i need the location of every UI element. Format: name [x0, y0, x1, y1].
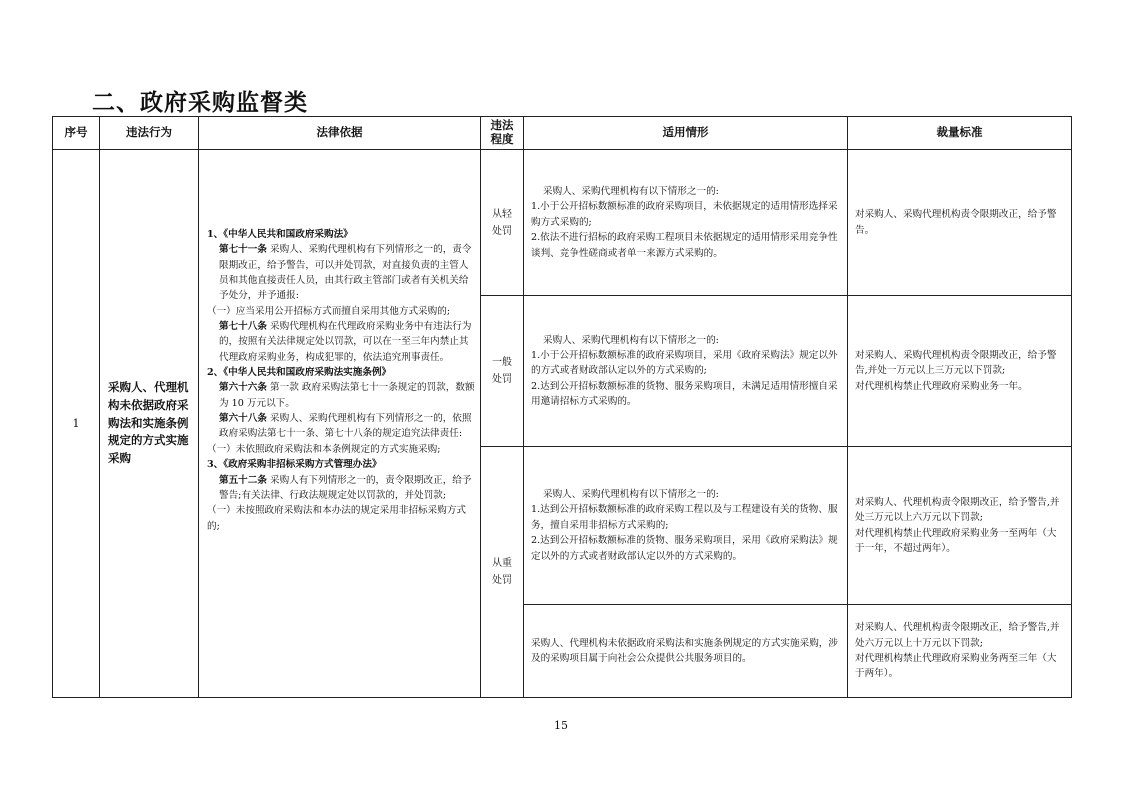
basis-art-66: 第六十六条 第一款 政府采购法第七十一条规定的罚款，数额为 10 万元以下。: [219, 382, 475, 409]
section-title: 二、政府采购监督类: [92, 90, 308, 116]
basis-law-1: 1、《中华人民共和国政府采购法》: [207, 229, 353, 240]
situation-normal: 采购人、采购代理机构有以下情形之一的: 1.小于公开招标数额标准的政府采购项目，采用《政府采购法》规定以外的方式或者财政部认定以外的方式采购的; 2.达到公开招标数额标准的货物、服务采购项目，未满足适用情形擅自采用邀请招标方式采购的。: [524, 296, 848, 447]
degree-heavy: 从重处罚: [481, 447, 524, 698]
basis-art-68: 第六十八条 采购人、采购代理机构有下列情形之一的，依照政府采购法第七十一条、第七十八条的规定追究法律责任:: [219, 413, 472, 440]
header-situation: 适用情形: [524, 117, 848, 150]
seq-cell: 1: [53, 150, 100, 698]
basis-art-52: 第五十二条 采购人有下列情形之一的，责令限期改正，给予警告;有关法律、行政法规规定处以罚款的，并处罚款;: [219, 474, 472, 501]
header-standard: 裁量标准: [848, 117, 1072, 150]
header-basis: 法律依据: [199, 117, 481, 150]
table-header-row: [53, 117, 1072, 150]
situation-heavy-2: 采购人、代理机构未依据政府采购法和实施条例规定的方式实施采购，涉及的采购项目属于向社会公众提供公共服务项目的。: [524, 605, 848, 698]
supervision-table: [52, 116, 1072, 698]
degree-normal: 一般处罚: [481, 296, 524, 447]
basis-law-2: 2、《中华人民共和国政府采购法实施条例》: [207, 367, 392, 379]
basis-art-68-item: （一）未依照政府采购法和本条例规定的方式实施采购;: [207, 443, 441, 455]
table-row: [53, 150, 1072, 296]
standard-light: 对采购人、采购代理机构责令限期改正，给予警告。: [848, 150, 1072, 296]
header-degree: 违法程度: [481, 117, 524, 150]
standard-heavy-2: 对采购人、代理机构责令限期改正，给予警告,并处六万元以上十万元以下罚款; 对代理机构禁止代理政府采购业务两至三年（大于两年）。: [848, 605, 1072, 698]
header-seq: 序号: [53, 117, 100, 150]
basis-art-78: 第七十八条 采购代理机构在代理政府采购业务中有违法行为的，按照有关法律规定处以罚款，可以在一至三年内禁止其代理政府采购业务，构成犯罪的，依法追究刑事责任。: [219, 321, 472, 363]
violation-cell: 采购人、代理机构未依据政府采购法和实施条例规定的方式实施采购: [100, 150, 199, 698]
basis-art-52-item: （一）未按照政府采购法和本办法的规定采用非招标采购方式的;: [207, 505, 467, 532]
basis-art-71: 第七十一条 采购人、采购代理机构有下列情形之一的，责令限期改正，给予警告，可以并处罚款，对直接负责的主管人员和其他直接责任人员，由其行政主管部门或者有关机关给予处分，并予通报:: [219, 244, 472, 302]
basis-law-3: 3、《政府采购非招标采购方式管理办法》: [207, 459, 382, 471]
degree-light: 从轻处罚: [481, 150, 524, 296]
situation-light: 采购人、采购代理机构有以下情形之一的: 1.小于公开招标数额标准的政府采购项目，未依据规定的适用情形选择采购方式采购的; 2.依法不进行招标的政府采购工程项目未依据规定的适用情形采用竞争性谈判、竞争性磋商或者单一来源方式采购的。: [524, 150, 848, 296]
basis-art-71-item: （一）应当采用公开招标方式而擅自采用其他方式采购的;: [207, 305, 451, 317]
page-number: 15: [554, 719, 568, 732]
legal-basis-cell: [199, 150, 481, 698]
standard-heavy-1: 对采购人、代理机构责令限期改正，给予警告,并处三万元以上六万元以下罚款; 对代理机构禁止代理政府采购业务一至两年（大于一年，不超过两年）。: [848, 447, 1072, 605]
situation-heavy-1: 采购人、采购代理机构有以下情形之一的: 1.达到公开招标数额标准的政府采购工程以及与工程建设有关的货物、服务，擅自采用非招标方式采购的; 2.达到公开招标数额标准的货物、服务采购项目，采用《政府采购法》规定以外的方式或者财政部认定以外的方式采购的。: [524, 447, 848, 605]
header-violation: 违法行为: [100, 117, 199, 150]
standard-normal: 对采购人、采购代理机构责令限期改正，给予警告,并处一万元以上三万元以下罚款; 对代理机构禁止代理政府采购业务一年。: [848, 296, 1072, 447]
